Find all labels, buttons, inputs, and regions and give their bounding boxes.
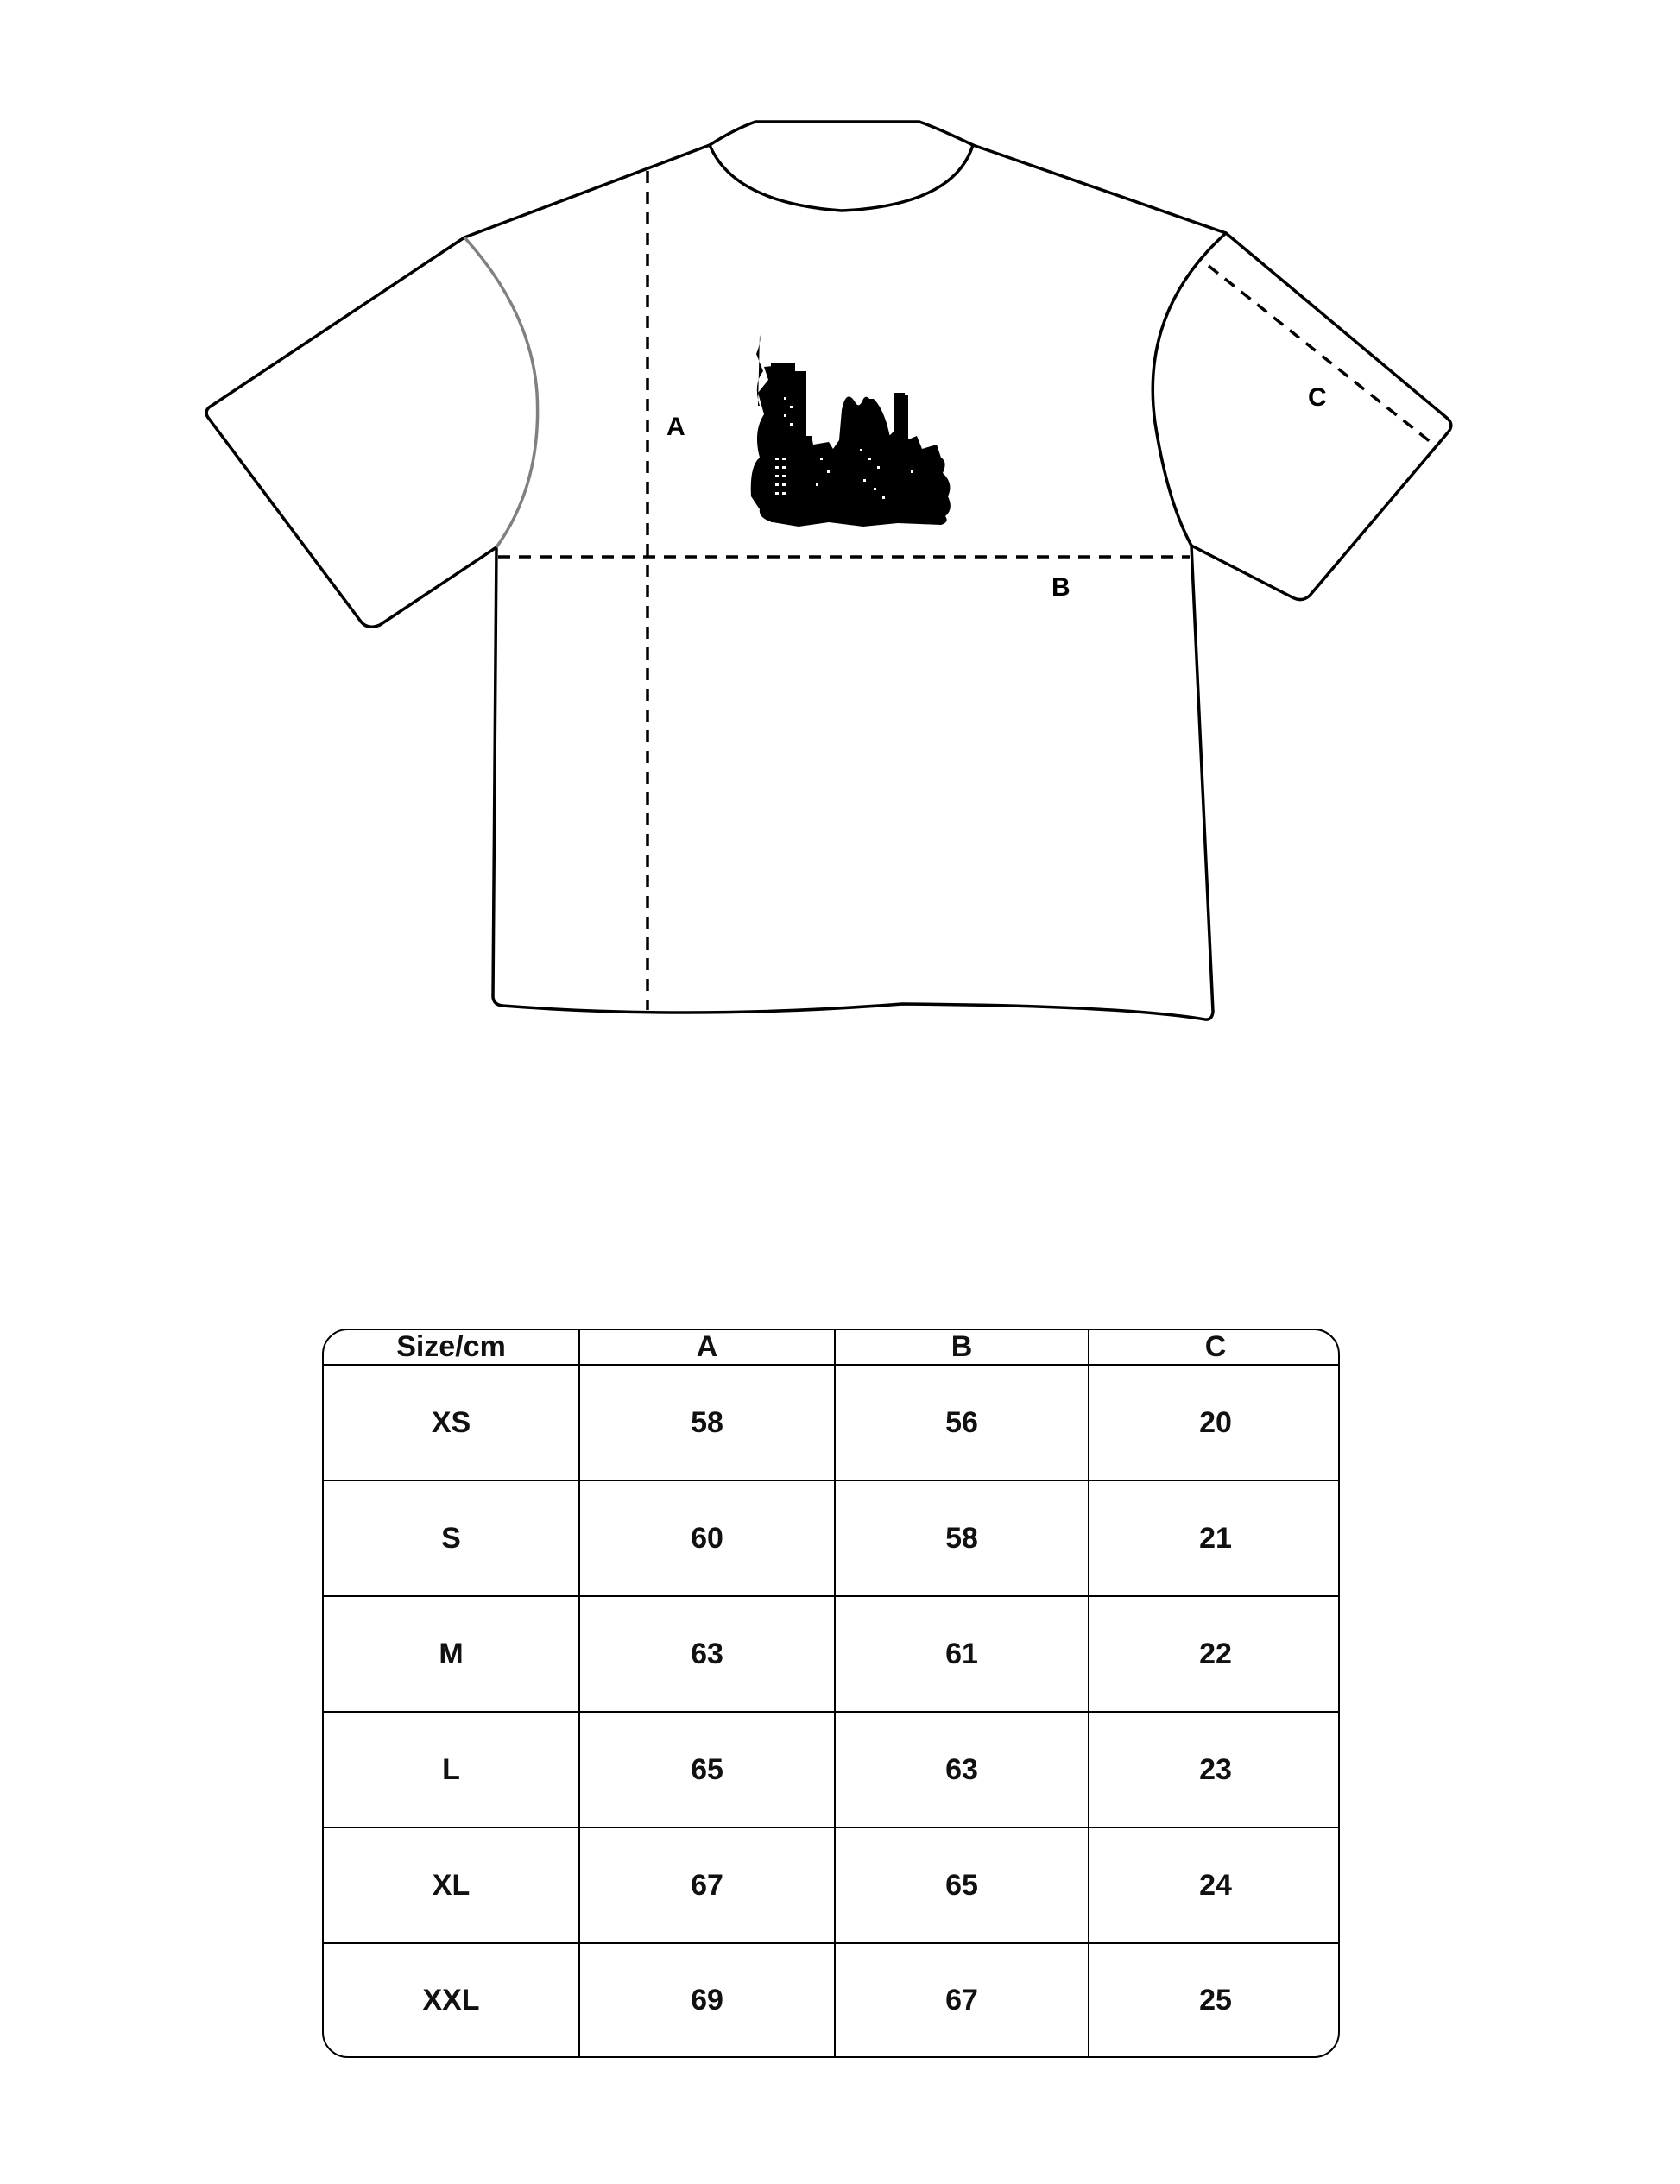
header-size: Size/cm — [324, 1330, 579, 1365]
cell-size: L — [324, 1712, 579, 1827]
cell-a: 58 — [579, 1365, 835, 1480]
cell-c: 23 — [1089, 1712, 1340, 1827]
cell-b: 63 — [835, 1712, 1089, 1827]
tshirt-collar-outer — [710, 122, 973, 145]
table-row — [324, 1712, 1340, 1827]
cell-size: XS — [324, 1365, 579, 1480]
cell-a: 69 — [579, 1943, 835, 2056]
cell-b: 67 — [835, 1943, 1089, 2056]
cell-b: 58 — [835, 1480, 1089, 1596]
cell-c: 24 — [1089, 1827, 1340, 1943]
table-row — [324, 1943, 1340, 2056]
cell-c: 21 — [1089, 1480, 1340, 1596]
measure-line-c — [1209, 266, 1431, 442]
tshirt-shoulder-right — [973, 145, 1226, 233]
cell-c: 25 — [1199, 1983, 1232, 2017]
tshirt-sleeve-left — [206, 237, 496, 627]
cell-b: 61 — [835, 1596, 1089, 1712]
cell-a: 60 — [579, 1480, 835, 1596]
table-row — [324, 1365, 1340, 1480]
header-b: B — [835, 1330, 1089, 1365]
cell-a: 65 — [579, 1712, 835, 1827]
cell-size: XXL — [324, 1943, 579, 2056]
cell-c: 22 — [1089, 1596, 1340, 1712]
header-c: C — [1089, 1330, 1340, 1365]
cell-size: S — [324, 1480, 579, 1596]
table-header-row — [324, 1330, 1340, 1365]
skyline-print-graphic — [751, 335, 951, 527]
tshirt-armhole-left — [464, 237, 538, 547]
tshirt-shoulder-left — [464, 145, 710, 237]
cell-b: 65 — [835, 1827, 1089, 1943]
label-c: C — [1308, 383, 1327, 412]
tshirt-armhole-right — [1153, 233, 1226, 546]
tshirt-sleeve-right — [1191, 233, 1451, 600]
cell-size: M — [324, 1596, 579, 1712]
tshirt-collar-inner — [710, 145, 973, 211]
cell-b: 56 — [835, 1365, 1089, 1480]
table-row — [324, 1480, 1340, 1596]
cell-c: 20 — [1089, 1365, 1340, 1480]
header-a: A — [579, 1330, 835, 1365]
label-a: A — [666, 413, 685, 441]
tshirt-measurement-diagram — [0, 0, 1680, 1079]
cell-a: 67 — [579, 1827, 835, 1943]
tshirt-body — [493, 546, 1213, 1019]
size-chart-table — [322, 1329, 1340, 2058]
label-b: B — [1052, 573, 1071, 602]
table-row — [324, 1596, 1340, 1712]
table-row — [324, 1827, 1340, 1943]
cell-a: 63 — [579, 1596, 835, 1712]
cell-size: XL — [324, 1827, 579, 1943]
